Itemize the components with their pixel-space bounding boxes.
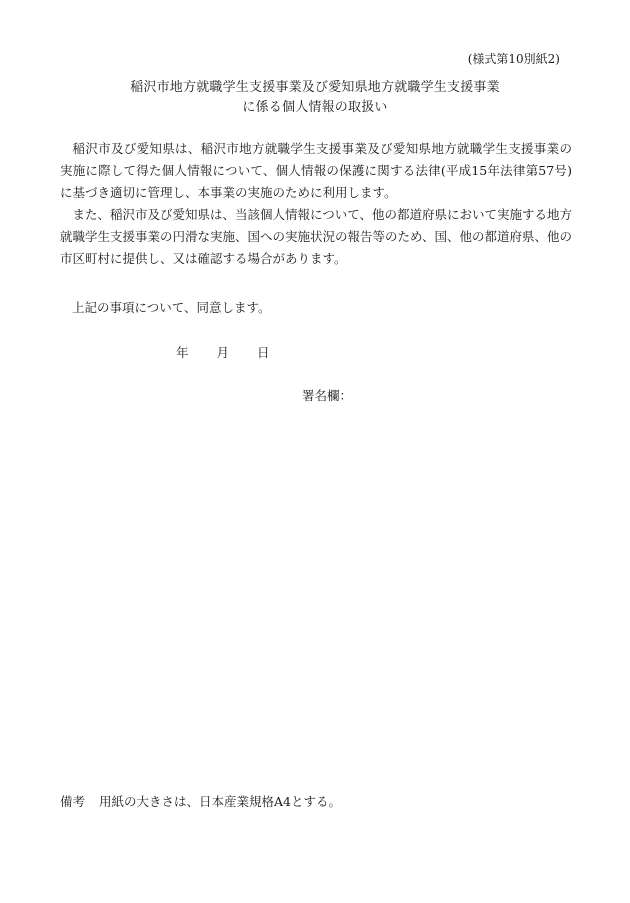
note xyxy=(60,792,341,810)
signature-label: 署名欄： xyxy=(302,388,353,403)
note-label: 備考 xyxy=(60,794,86,809)
date-year-label: 年 xyxy=(176,345,189,360)
date-line xyxy=(176,343,270,361)
paragraph-provision: また、稲沢市及び愛知県は、当該個人情報について、他の都道府県において実施する地方就職学生支援事業の円滑な実施、国への実施状況の報告等のため、国、他の都道府県、他の市区町村に提供し、又は確認する場合があります。 xyxy=(60,207,573,266)
document-title-line2: に係る個人情報の取扱い xyxy=(242,100,388,115)
consent-statement: 上記の事項について、同意します。 xyxy=(72,300,271,315)
form-number: (様式第10別紙2) xyxy=(467,52,560,66)
date-month-label: 月 xyxy=(216,345,230,360)
date-day-label: 日 xyxy=(257,345,270,360)
paragraph-purpose: 稲沢市及び愛知県は、稲沢市地方就職学生支援事業及び愛知県地方就職学生支援事業の実施に際して得た個人情報について、個人情報の保護に関する法律(平成15年法律第57号)に基づき適切に管理し、本事業の実施のために利用します。 xyxy=(60,141,572,200)
document-title-line1: 稲沢市地方就職学生支援事業及び愛知県地方就職学生支援事業 xyxy=(130,80,500,95)
note-text: 用紙の大きさは、日本産業規格A4とする。 xyxy=(99,794,341,809)
